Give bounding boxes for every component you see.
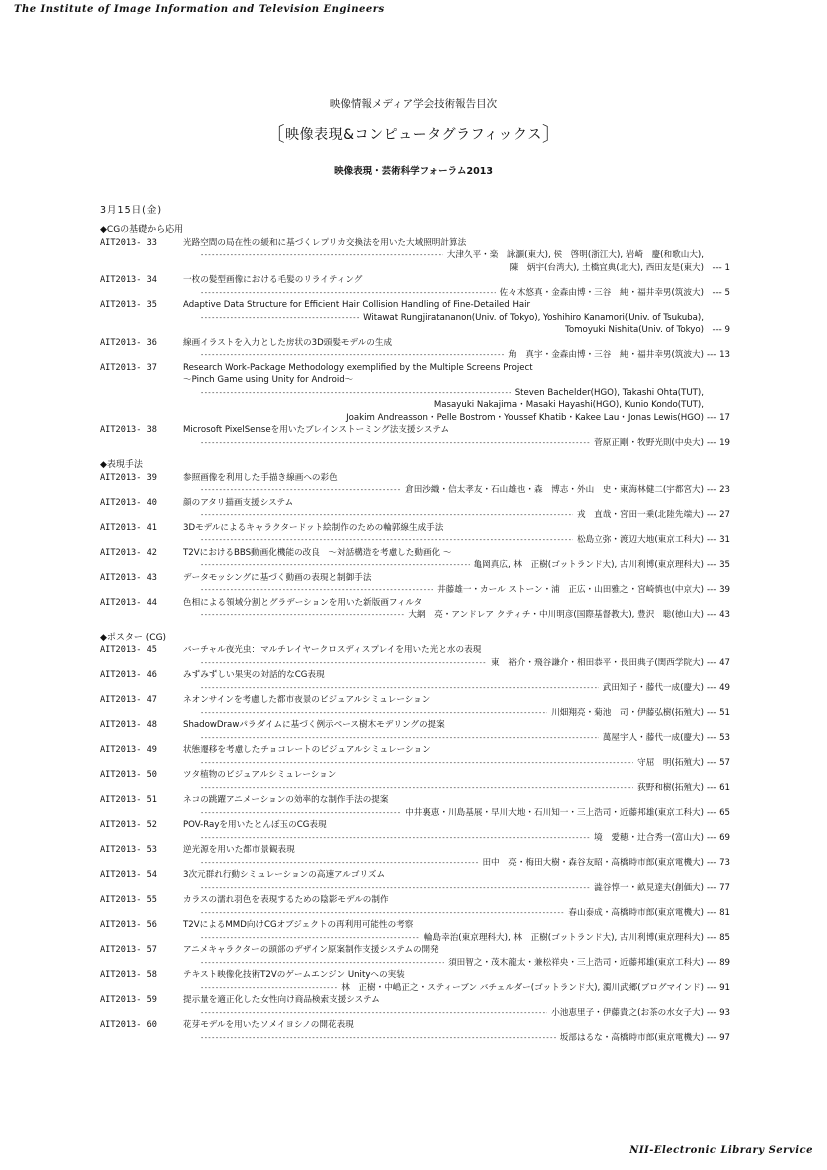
report-id: AIT2013- 44 (100, 597, 157, 608)
page-number: --- 77 (704, 882, 730, 895)
leader-dashes (200, 387, 511, 400)
authors: 坂部はるな・高橋時市郎(東京電機大) (559, 1032, 704, 1043)
author-line (200, 609, 730, 622)
report-title: T2VにおけるBBS動画化機能の改良 ～対話構造を考慮した動画化 ～ (183, 547, 452, 558)
toc-entry (100, 472, 730, 497)
authors: 中井裏恵・川島基展・早川大地・石川知一・三上浩司・近藤邦雄(東京工科大) (405, 807, 704, 818)
report-title: 花芽モデルを用いたソメイヨシノの開花表現 (183, 1020, 354, 1030)
author-line (200, 757, 730, 770)
report-id: AIT2013- 33 (100, 237, 157, 248)
report-title: Microsoft PixelSenseを用いたブレインストーミング法支援システム (183, 425, 450, 435)
author-line (200, 932, 730, 945)
authors: Joakim Andreasson・Pelle Bostrom・Youssef Khatib・Kakee Lau・Jonas Lewis(HGO) (346, 412, 704, 423)
authors: 荻野和樹(拓殖大) (637, 782, 704, 793)
session-date: 3月15日(金) (100, 205, 163, 216)
report-title: 色相による領域分割とグラデーションを用いた新版画フィルタ (183, 597, 423, 608)
toc-entry (100, 819, 730, 844)
table-of-contents (100, 224, 730, 1054)
toc-entry (100, 994, 730, 1019)
page-number: --- 51 (704, 707, 730, 720)
report-id: AIT2013- 40 (100, 497, 157, 508)
subtitle-text: 映像表現&コンピュータグラフィックス (285, 127, 542, 143)
authors: 輪島幸治(東京理科大), 林 正樹(ゴットランド大), 古川利博(東京理科大) (423, 932, 704, 943)
page-number: --- 17 (704, 412, 730, 425)
author-line (200, 437, 730, 450)
toc-entry (100, 719, 730, 744)
authors: Witawat Rungjiratananon(Univ. of Tokyo), Yoshihiro Kanamori(Univ. of Tsukuba), (363, 312, 704, 323)
page-number: --- 57 (704, 757, 730, 770)
leader-dashes (200, 982, 337, 995)
toc-entry (100, 597, 730, 622)
report-id: AIT2013- 48 (100, 720, 157, 730)
report-id: AIT2013- 46 (100, 670, 157, 680)
authors: 田中 亮・梅田大樹・森谷友昭・高橋時市郎(東京電機大) (482, 857, 704, 868)
authors: 守屈 明(拓殖大) (637, 757, 704, 768)
author-line (200, 882, 730, 895)
toc-entry (100, 769, 730, 794)
leader-dashes (200, 857, 478, 870)
authors: 萬屋宇人・藤代一成(慶大) (602, 732, 704, 743)
report-id: AIT2013- 39 (100, 472, 157, 483)
report-id: AIT2013- 53 (100, 845, 157, 855)
toc-entry (100, 844, 730, 869)
authors: 澁谷惇一・畝見達夫(創価大) (594, 882, 704, 893)
author-line (200, 907, 730, 920)
report-id: AIT2013- 43 (100, 572, 157, 583)
report-title-line2: ～Pinch Game using Unity for Android～ (183, 375, 354, 385)
page-number: --- 35 (704, 559, 730, 572)
page-number: --- 47 (704, 657, 730, 670)
authors: 大津久平・楽 詠灝(東大), 侯 啓明(浙江大), 岩崎 慶(和歌山大), (446, 250, 704, 260)
report-id: AIT2013- 55 (100, 895, 157, 905)
leader-dashes (200, 907, 564, 920)
toc-entry (100, 1019, 730, 1044)
author-line (200, 262, 730, 275)
section-title: ◆ポスター (CG) (100, 632, 167, 643)
report-id: AIT2013- 60 (100, 1020, 157, 1030)
authors: 戎 直哉・宮田一乗(北陸先端大) (576, 510, 704, 520)
report-title: バーチャル夜光虫：マルチレイヤークロスディスプレイを用いた光と水の表現 (183, 645, 482, 655)
authors: 大網 亮・アンドレア クティチ・中川明彦(国際基督教大), 豊沢 聡(徳山大) (408, 610, 704, 620)
toc-entry (100, 522, 730, 547)
toc-entry (100, 669, 730, 694)
leader-dashes (200, 1032, 556, 1045)
authors: 亀岡真広, 林 正樹(ゴットランド大), 古川利博(東京理科大) (473, 560, 704, 570)
toc-entry (100, 794, 730, 819)
report-id: AIT2013- 38 (100, 425, 157, 435)
forum-title: 映像表現・芸術科学フォーラム2013 (334, 166, 493, 177)
toc-entry (100, 694, 730, 719)
report-id: AIT2013- 47 (100, 695, 157, 705)
author-line (200, 324, 730, 337)
page-number: --- 61 (704, 782, 730, 795)
author-line (200, 387, 730, 400)
institute-header: The Institute of Image Information and Television Engineers (14, 4, 385, 15)
report-title: ツタ植物のビジュアルシミュレーション (183, 770, 337, 780)
report-title: アニメキャラクターの頭部のデザイン原案制作支援システムの開発 (183, 945, 439, 955)
toc-entry (100, 337, 730, 362)
page-number: --- 23 (704, 484, 730, 497)
page-number: --- 81 (704, 907, 730, 920)
author-line (200, 399, 730, 412)
author-line (200, 732, 730, 745)
toc-entry (100, 362, 730, 425)
leader-dashes (200, 349, 504, 362)
report-id: AIT2013- 41 (100, 522, 157, 533)
report-title: POV-Rayを用いたとんぼ玉のCG表現 (183, 820, 327, 830)
report-title: 光路空間の局在性の緩和に基づくレプリカ交換法を用いた大域照明計算法 (183, 237, 467, 248)
page-number: --- 19 (704, 437, 730, 450)
page-number: --- 5 (704, 287, 730, 300)
report-title: データモッシングに基づく動画の表現と制御手法 (183, 572, 372, 583)
author-line (200, 832, 730, 845)
author-line (200, 807, 730, 820)
report-id: AIT2013- 42 (100, 547, 157, 558)
authors: 佐々木悠真・金森由博・三谷 純・福井幸男(筑波大) (499, 287, 704, 298)
leader-dashes (200, 249, 443, 262)
leader-dashes (200, 584, 433, 597)
toc-entry (100, 894, 730, 919)
toc-entry (100, 274, 730, 299)
authors: Steven Bachelder(HGO), Takashi Ohta(TUT), (514, 387, 704, 398)
toc-entry (100, 944, 730, 969)
page-number: --- 9 (704, 324, 730, 337)
toc-section (100, 632, 730, 1045)
toc-entry (100, 237, 730, 275)
report-id: AIT2013- 54 (100, 870, 157, 880)
report-id: AIT2013- 35 (100, 300, 157, 310)
leader-dashes (200, 609, 404, 622)
report-id: AIT2013- 37 (100, 362, 157, 373)
authors: 井藤雄一・カール ストーン・浦 正広・山田雅之・宮崎慎也(中京大) (437, 585, 704, 595)
page-number: --- 91 (704, 982, 730, 995)
author-line (200, 559, 730, 572)
report-title: 提示量を適正化した女性向け商品検索支援システム (183, 995, 380, 1005)
author-line (200, 249, 730, 262)
author-line (200, 412, 730, 425)
report-title: Adaptive Data Structure for Efficient Hair Collision Handling of Fine-Detailed Hair (183, 300, 531, 310)
report-id: AIT2013- 57 (100, 945, 157, 955)
report-id: AIT2013- 36 (100, 337, 157, 348)
page-number: --- 97 (704, 1032, 730, 1045)
leader-dashes (200, 312, 359, 325)
leader-dashes (200, 682, 599, 695)
toc-entry (100, 969, 730, 994)
page-number: --- 39 (704, 584, 730, 597)
author-line (200, 584, 730, 597)
toc-entry (100, 424, 730, 449)
page-number: --- 43 (704, 609, 730, 622)
authors: Tomoyuki Nishita(Univ. of Tokyo) (565, 325, 704, 335)
authors: 倉田沙織・信太孝友・石山雄也・森 博志・外山 史・東海林健二(宇都宮大) (405, 485, 704, 495)
toc-entry (100, 547, 730, 572)
author-line (200, 509, 730, 522)
page-number: --- 69 (704, 832, 730, 845)
report-id: AIT2013- 50 (100, 770, 157, 780)
report-title: テキスト映像化技術T2Vのゲームエンジン Unityへの実装 (183, 970, 405, 980)
authors: 須田智之・茂木龍太・兼松祥央・三上浩司・近藤邦雄(東京工科大) (448, 957, 704, 968)
leader-dashes (200, 832, 590, 845)
report-title: T2VによるMMD向けCGオブジェクトの再利用可能性の考察 (183, 920, 414, 930)
report-title: 状態遷移を考慮したチョコレートのビジュアルシミュレーション (183, 745, 431, 755)
leader-dashes (200, 534, 573, 547)
report-id: AIT2013- 52 (100, 820, 157, 830)
report-title: 参照画像を利用した手描き線画への彩色 (183, 472, 338, 483)
authors: 松島立弥・渡辺大地(東京工科大) (576, 535, 704, 545)
toc-entry (100, 572, 730, 597)
toc-entry (100, 744, 730, 769)
author-line (200, 287, 730, 300)
leader-dashes (200, 1007, 547, 1020)
report-title: 線画イラストを入力とした房状の3D頭髪モデルの生成 (183, 337, 393, 348)
report-title: カラスの濡れ羽色を表現するための陰影モデルの制作 (183, 895, 389, 905)
authors: 陳 炳宇(台湾大), 土橋宜典(北大), 西田友是(東大) (509, 262, 704, 273)
toc-entry (100, 919, 730, 944)
leader-dashes (200, 437, 590, 450)
page-number: --- 73 (704, 857, 730, 870)
report-title: 3次元群れ行動シミュレーションの高速アルゴリズム (183, 870, 386, 880)
report-id: AIT2013- 58 (100, 970, 157, 980)
author-line (200, 1032, 730, 1045)
authors: 境 愛穂・辻合秀一(富山大) (594, 832, 704, 843)
author-line (200, 312, 730, 325)
report-title: 一枚の髪型画像における毛髪のリライティング (183, 275, 363, 285)
toc-section (100, 459, 730, 622)
report-title: 顔のアタリ描画支援システム (183, 497, 294, 508)
page-number: --- 65 (704, 807, 730, 820)
authors: 角 真宇・金森由博・三谷 純・福井幸男(筑波大) (508, 350, 704, 360)
leader-dashes (200, 882, 590, 895)
leader-dashes (200, 957, 444, 970)
authors: 林 正樹・中嶋正之・スティーブン バチェルダー(ゴットランド大), 濁川武郷(ブログマインド) (341, 982, 704, 993)
toc-entry (100, 299, 730, 337)
leader-dashes (200, 484, 401, 497)
leader-dashes (200, 509, 573, 522)
leader-dashes (200, 732, 599, 745)
report-id: AIT2013- 34 (100, 275, 157, 285)
author-line (200, 982, 730, 995)
page-number: --- 53 (704, 732, 730, 745)
section-title: ◆CGの基礎から応用 (100, 225, 184, 235)
authors: 春山泰成・高橋時市郎(東京電機大) (568, 907, 704, 918)
author-line (200, 782, 730, 795)
author-line (200, 857, 730, 870)
authors: 東 裕介・飛谷謙介・相田恭平・長田典子(関西学院大) (491, 657, 704, 668)
page-number: --- 31 (704, 534, 730, 547)
author-line (200, 682, 730, 695)
author-line (200, 657, 730, 670)
report-title: Research Work-Package Methodology exemplified by the Multiple Screens Project (183, 362, 533, 373)
author-line (200, 1007, 730, 1020)
leader-dashes (200, 782, 633, 795)
page-number: --- 13 (704, 349, 730, 362)
author-line (200, 957, 730, 970)
report-title: 逆光源を用いた都市景観表現 (183, 845, 295, 855)
authors: 菅原正剛・牧野光則(中央大) (594, 437, 704, 448)
page-number: --- 1 (704, 262, 730, 275)
report-title: みずみずしい果実の対話的なCG表現 (183, 670, 325, 680)
author-line (200, 484, 730, 497)
report-id: AIT2013- 45 (100, 645, 157, 655)
author-line (200, 534, 730, 547)
leader-dashes (200, 757, 633, 770)
leader-dashes (200, 932, 420, 945)
leader-dashes (200, 807, 401, 820)
toc-entry (100, 869, 730, 894)
report-id: AIT2013- 49 (100, 745, 157, 755)
author-line (200, 707, 730, 720)
leader-dashes (200, 287, 496, 300)
page-number: --- 89 (704, 957, 730, 970)
toc-entry (100, 644, 730, 669)
nii-footer: NII-Electronic Library Service (629, 1145, 813, 1156)
page-number: --- 93 (704, 1007, 730, 1020)
right-bracket-icon: 〕 (541, 122, 563, 146)
left-bracket-icon: 〔 (264, 122, 286, 146)
authors: 川畑翔亮・菊池 司・伊藤弘樹(拓殖大) (551, 707, 704, 718)
report-title: ネコの跳躍アニメーションの効率的な制作手法の提案 (183, 795, 389, 805)
toc-entry (100, 497, 730, 522)
section-title: ◆表現手法 (100, 460, 143, 470)
author-line (200, 349, 730, 362)
leader-dashes (200, 559, 470, 572)
toc-section (100, 224, 730, 449)
authors: Masayuki Nakajima・Masaki Hayashi(HGO), Kunio Kondo(TUT), (433, 400, 704, 410)
page-title: 映像情報メディア学会技術報告目次 (329, 98, 498, 110)
page-number: --- 85 (704, 932, 730, 945)
report-id: AIT2013- 59 (100, 995, 157, 1005)
page-subtitle (0, 118, 827, 147)
page-number: --- 27 (704, 509, 730, 522)
report-title: ShadowDrawパラダイムに基づく例示ベース樹木モデリングの提案 (183, 720, 445, 730)
leader-dashes (200, 657, 487, 670)
report-title: 3Dモデルによるキャラクタードット絵制作のための輪郭線生成手法 (183, 522, 444, 533)
report-id: AIT2013- 51 (100, 795, 157, 805)
authors: 武田知子・藤代一成(慶大) (602, 682, 704, 693)
report-title: ネオンサインを考慮した都市夜景のビジュアルシミュレーション (183, 695, 431, 705)
leader-dashes (200, 707, 547, 720)
authors: 小池恵里子・伊藤貴之(お茶の水女子大) (551, 1007, 704, 1018)
report-id: AIT2013- 56 (100, 920, 157, 930)
page-number: --- 49 (704, 682, 730, 695)
